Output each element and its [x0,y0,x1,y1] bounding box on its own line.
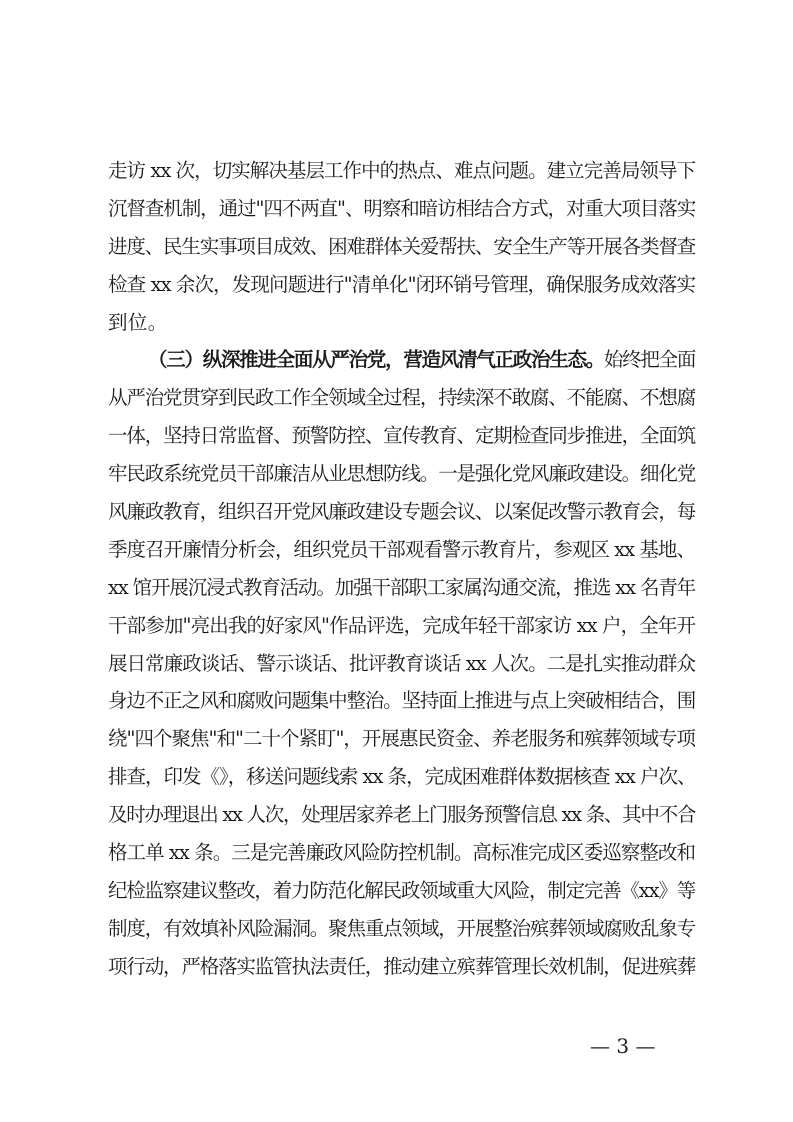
paragraph-line: 身边不正之风和腐败问题集中整治。坚持面上推进与点上突破相结合，围 [108,689,695,713]
body-text [108,152,695,986]
paragraph-line: 项行动，严格落实监管执法责任，推动建立殡葬管理长效机制，促进殡葬 [108,954,695,978]
paragraph-line: 季度召开廉情分析会，组织党员干部观看警示教育片，参观区 xx 基地、 [108,537,695,561]
paragraph-line: 制度，有效填补风险漏洞。聚焦重点领域，开展整治殡葬领域腐败乱象专 [108,916,695,940]
page-number: — 3 — [590,1034,656,1058]
paragraph-line: 纪检监察建议整改，着力防范化解民政领域重大风险，制定完善《xx》等 [108,878,695,902]
paragraph-line: 干部参加"亮出我的好家风"作品评选，完成年轻干部家访 xx 户，全年开 [108,613,695,637]
paragraph-line: 一体，坚持日常监督、预警防控、宣传教育、定期检查同步推进，全面筑 [108,424,695,448]
paragraph-line: xx 馆开展沉浸式教育活动。加强干部职工家属沟通交流，推选 xx 名青年 [108,575,695,599]
heading-continuation: 始终把全面 [603,348,695,372]
paragraph-line: 从严治党贯穿到民政工作全领域全过程，持续深不敢腐、不能腐、不想腐 [108,386,695,410]
paragraph-line: 展日常廉政谈话、警示谈话、批评教育谈话 xx 人次。二是扎实推动群众 [108,651,695,675]
paragraph-2 [108,341,695,985]
paragraph-line: 到位。 [108,310,168,334]
paragraph-line: 沉督查机制，通过"四不两直"、明察和暗访相结合方式，对重大项目落实 [108,196,695,220]
paragraph-line: 绕"四个聚焦"和"二十个紧盯"，开展惠民资金、养老服务和殡葬领域专项 [108,727,695,751]
section-heading: （三）纵深推进全面从严治党，营造风清气正政治生态。 [148,348,604,372]
paragraph-line: 格工单 xx 条。三是完善廉政风险防控机制。高标准完成区委巡察整改和 [108,841,695,865]
paragraph-line: 牢民政系统党员干部廉洁从业思想防线。一是强化党风廉政建设。细化党 [108,462,695,486]
paragraph-line: 风廉政教育，组织召开党风廉政建设专题会议、以案促改警示教育会，每 [108,500,695,524]
paragraph-line: 及时办理退出 xx 人次，处理居家养老上门服务预警信息 xx 条、其中不合 [108,803,695,827]
paragraph-line: 走访 xx 次，切实解决基层工作中的热点、难点问题。建立完善局领导下 [108,159,695,182]
paragraph-line: 进度、民生实事项目成效、困难群体关爱帮扶、安全生产等开展各类督查 [108,234,695,258]
paragraph-first-line [108,341,695,379]
paragraph-1 [108,152,695,341]
paragraph-line: 检查 xx 余次，发现问题进行"清单化"闭环销号管理，确保服务成效落实 [108,272,695,296]
paragraph-line: 排查，印发《》，移送问题线索 xx 条，完成困难群体数据核查 xx 户次、 [108,765,696,789]
